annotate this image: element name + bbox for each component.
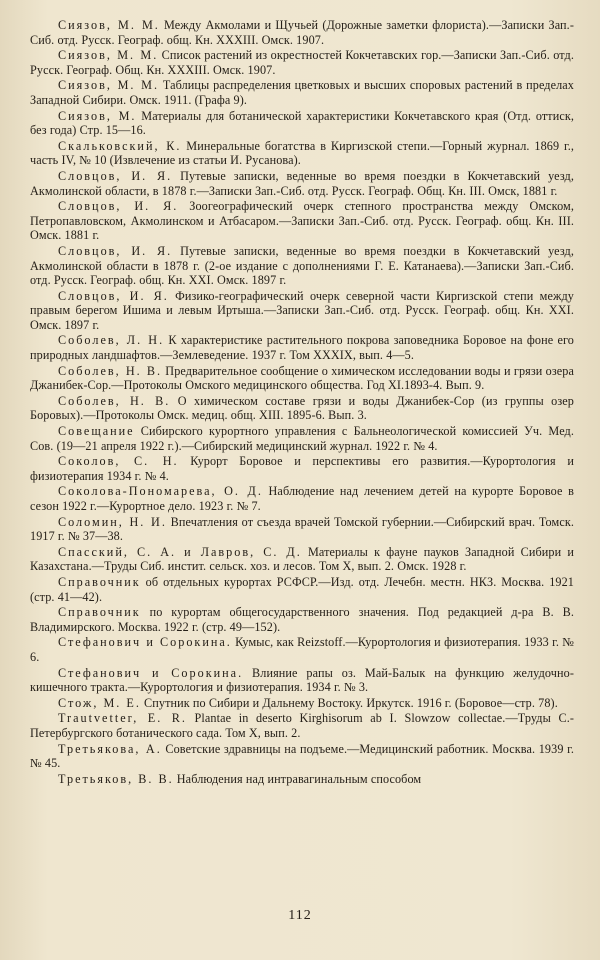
entry-author: Спасский, С. А. и Лавров, С. Д. bbox=[58, 544, 302, 559]
entry-author: Скальковский, К. bbox=[58, 138, 182, 153]
entry-text: Спутник по Сибири и Дальнему Востоку. Иркутск. 1916 г. (Боровое—стр. 78). bbox=[144, 695, 558, 710]
bibliography-entry bbox=[30, 289, 574, 333]
bibliography-entry bbox=[30, 635, 574, 664]
entry-text: К характеристике растительного покрова заповедника Боровое на фоне его природных ландшафтов.—Землеведение. 1937 г. Том XXXIX, вып. 4—5. bbox=[30, 333, 574, 363]
entry-text: Предварительное сообщение о химическом исследовании воды и грязи озера Джанибек-Сор.—Протоколы Омского медицинского общества. Год XI.1893-4. Вып. 9. bbox=[30, 363, 574, 393]
entry-author: Совещание bbox=[58, 424, 135, 439]
entry-author: Стефанович и Сорокина. bbox=[58, 635, 232, 650]
bibliography-entry bbox=[30, 772, 574, 787]
page-number: 112 bbox=[288, 908, 312, 923]
entry-author: Соболев, Н. В. bbox=[58, 363, 163, 378]
entry-author: Соболев, Л. Н. bbox=[58, 333, 165, 348]
bibliography-entry bbox=[30, 109, 574, 138]
entry-author: Сиязов, М. М. bbox=[58, 78, 160, 93]
entry-text: Наблюдение над лечением детей на курорте Боровое в сезон 1922 г.—Курортное дело. 1923 г. № 7. bbox=[30, 484, 574, 513]
entry-author: Справочник bbox=[58, 574, 141, 589]
entry-author: Соколова-Пономарева, О. Д. bbox=[58, 484, 263, 499]
entry-author: Соболев, Н. В. bbox=[58, 393, 171, 408]
entry-author: Словцов, И. Я. bbox=[58, 168, 173, 183]
bibliography-entry bbox=[30, 424, 574, 453]
bibliography-entry bbox=[30, 18, 574, 47]
entry-text: Сибирского курортного управления с Бальнеологической комиссией Уч. Мед. Сов. (19—21 апреля 1922 г.).—Сибирский медицинский журнал. 1922 г. № 4. bbox=[30, 424, 574, 453]
entry-author: Словцов, И. Я. bbox=[58, 199, 179, 214]
entry-text: Курорт Боровое и перспективы его развития.—Курортология и физиотерапия 1934 г. № 4. bbox=[30, 454, 574, 483]
bibliography-entry bbox=[30, 333, 574, 362]
entry-author: Третьякова, А. bbox=[58, 741, 162, 756]
entry-text: об отдельных курортах РСФСР.—Изд. отд. Лечебн. местн. НКЗ. Москва. 1921 (стр. 41—42). bbox=[30, 574, 574, 604]
entry-author: Стефанович и Сорокина. bbox=[58, 665, 244, 680]
entry-author: Словцов, И. Я. bbox=[58, 243, 173, 258]
entry-author: Стож, М. Е. bbox=[58, 695, 141, 710]
bibliography-entry bbox=[30, 199, 574, 243]
entry-author: Сиязов, М. bbox=[58, 108, 137, 123]
entry-text: Физико-географический очерк северной части Киргизской степи между правым берегом Ишима и левым Иртыша.—Записки Зап.-Сиб. отд. Русск. Географ. общ. Кн. XXI. Омск. 1897 г. bbox=[30, 288, 574, 332]
entry-author: Trautvetter, E. R. bbox=[58, 711, 187, 726]
bibliography-entry bbox=[30, 244, 574, 288]
bibliography-entry bbox=[30, 666, 574, 695]
entry-author: Справочник bbox=[58, 605, 141, 620]
entry-text: Советские здравницы на подъеме.—Медицинский работник. Москва. 1939 г. № 45. bbox=[30, 741, 574, 771]
entry-text: Материалы к фауне пауков Западной Сибири и Казахстана.—Труды Сиб. инстит. сельск. хоз. и лесов. Том X, вып. 2. Омск. 1928 г. bbox=[30, 544, 574, 574]
bibliography-entry bbox=[30, 711, 574, 740]
bibliography-entry bbox=[30, 394, 574, 423]
bibliography-entry bbox=[30, 364, 574, 393]
bibliography-entry bbox=[30, 169, 574, 198]
entry-text: Plantae in deserto Kirghisorum ab I. Slowzow collectae.—Труды С.-Петербургского ботанического сада. Том X, вып. 2. bbox=[30, 711, 575, 740]
bibliography-entry bbox=[30, 742, 574, 771]
entry-text: Зоогеографический очерк степного пространства между Омском, Петропавловском, Акмолинском и Атбасаром.—Записки Зап.-Сиб. отд. Русск. Географ. общ. Кн. III. Омск. 1881 г. bbox=[30, 199, 575, 243]
entry-text: О химическом составе грязи и воды Джанибек-Сор (из группы озер Боровых).—Протоколы Омск. медиц. общ. XIII. 1895-6. Вып. 3. bbox=[30, 393, 574, 423]
entry-author: Соломин, Н. И. bbox=[58, 514, 167, 529]
bibliography-entry bbox=[30, 515, 574, 544]
entry-text: Материалы для ботанической характеристики Кокчетавского края (Отд. оттиск, без года) Стр. 15—16. bbox=[30, 108, 575, 138]
entry-text: Влияние рапы оз. Май-Балык на функцию желудочно-кишечного тракта.—Курортология и физиотерапия. 1934 г. № 3. bbox=[30, 665, 574, 695]
bibliography-entry bbox=[30, 454, 574, 483]
bibliography-entry bbox=[30, 139, 574, 168]
entry-author: Соколов, С. Н. bbox=[58, 454, 179, 469]
entry-author: Сиязов, М. М. bbox=[58, 48, 159, 63]
entry-author: Словцов, И. Я. bbox=[58, 288, 169, 303]
entry-text: Список растений из окрестностей Кокчетавских гор.—Записки Зап.-Сиб. отд. Русск. Географ. Общ. Кн. XXXIII. Омск. 1907. bbox=[30, 48, 574, 77]
entry-text: Кумыс, как Reizstoff.—Курортология и физиотерапия. 1933 г. № 6. bbox=[30, 635, 574, 664]
entry-text: Путевые записки, веденные во время поездки в Кокчетавский уезд, Акмолинской области в 1878 г. (2-ое издание с дополнениями Г. Е. Катанаева).—Записки Зап.-Сиб. отд. Русск. Географ. общ. Кн. XXI. Омск. 1897 г. bbox=[30, 243, 574, 288]
entry-text: Минеральные богатства в Киргизской степи.—Горный журнал. 1869 г., часть IV, № 10 (Извлечение из статьи И. Русанова). bbox=[30, 138, 575, 168]
entry-author: Сиязов, М. М. bbox=[58, 18, 160, 32]
bibliography-entry bbox=[30, 484, 574, 513]
bibliography-entry bbox=[30, 545, 574, 574]
entry-text: Наблюдения над интравагинальным способом bbox=[176, 771, 422, 786]
bibliography-entry bbox=[30, 696, 574, 711]
entry-text: Впечатления от съезда врачей Томской губернии.—Сибирский врач. Томск. 1917 г. № 37—38. bbox=[30, 514, 574, 544]
entry-text: по курортам общегосударственного значения. Под редакцией д-ра В. В. Владимирского. Москва. 1922 г. (стр. 49—152). bbox=[30, 605, 574, 634]
entry-author: Третьяков, В. В. bbox=[58, 771, 174, 786]
bibliography-entry bbox=[30, 48, 574, 77]
entry-text: Путевые записки, веденные во время поездки в Кокчетавский уезд, Акмолинской области, в 1878 г.—Записки Зап.-Сиб. отд. Русск. Географ. Общ. Кн. III. Омск, 1881 г. bbox=[30, 168, 574, 198]
bibliography-entry bbox=[30, 605, 574, 634]
entry-text: Между Акмолами и Щучьей (Дорожные заметки флориста).—Записки Зап.-Сиб. отд. Русск. Географ. общ. Кн. XXXIII. Омск. 1907. bbox=[30, 18, 574, 47]
entry-text: Таблицы распределения цветковых и высших споровых растений в пределах Западной Сибири. Омск. 1911. (Графа 9). bbox=[30, 78, 574, 107]
bibliography-entry bbox=[30, 575, 574, 604]
bibliography-entry bbox=[30, 78, 574, 107]
